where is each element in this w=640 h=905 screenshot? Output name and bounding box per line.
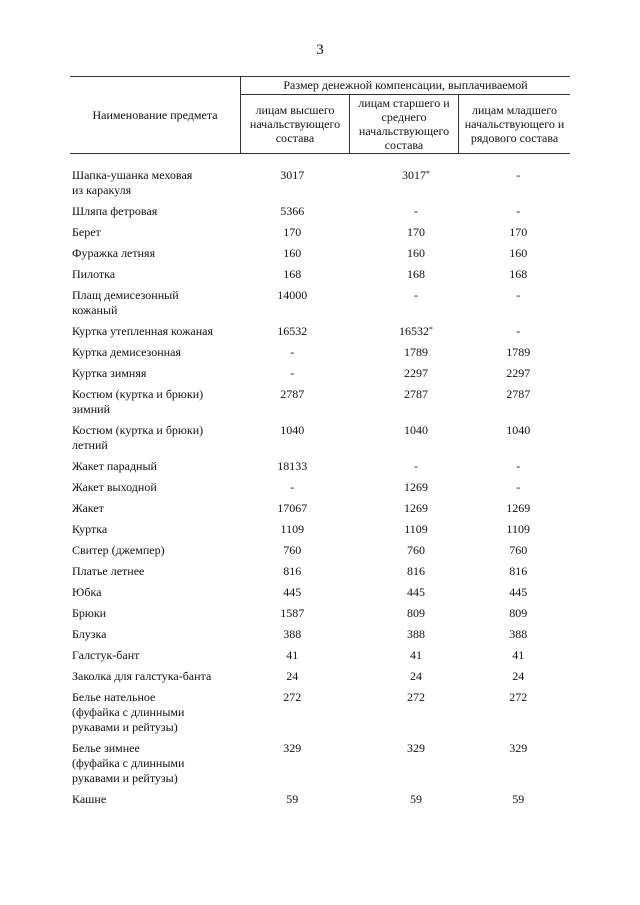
value-v3: 24 — [512, 669, 525, 683]
value-v3: 2787 — [506, 387, 531, 401]
table-row — [70, 543, 570, 558]
table-row — [70, 387, 570, 417]
table-row — [70, 246, 570, 261]
item-name: Заколка для галстука-банта — [72, 669, 212, 683]
item-name: Шапка-ушанка меховая из каракуля — [72, 168, 193, 197]
value-v3: - — [516, 324, 521, 338]
table-row — [70, 564, 570, 579]
header-junior-rank: лицам младшего начальствующего и рядового состава — [464, 103, 565, 145]
footnote-mark: * — [429, 325, 434, 334]
value-v2: 16532* — [399, 324, 434, 338]
item-name: Белье нательное (фуфайка с длинными рукавами и рейтузы) — [72, 690, 185, 734]
table-row — [70, 480, 570, 495]
value-v1: 1109 — [280, 522, 305, 536]
value-v1: 168 — [283, 267, 302, 281]
value-v3: 160 — [509, 246, 528, 260]
item-name: Юбка — [72, 585, 102, 599]
value-v1: 41 — [286, 648, 299, 662]
value-v1: - — [290, 366, 295, 380]
item-name: Плащ демисезонный кожаный — [72, 288, 179, 317]
table-row — [70, 288, 570, 318]
value-v1: 17067 — [277, 501, 308, 515]
value-v2: 329 — [407, 741, 426, 755]
value-v1: 272 — [283, 690, 302, 704]
value-v3: 760 — [509, 543, 528, 557]
table-row — [70, 501, 570, 516]
value-v2: 760 — [407, 543, 426, 557]
value-v2: 1269 — [404, 480, 429, 494]
table-row — [70, 741, 570, 786]
table-row — [70, 522, 570, 537]
item-name: Куртка демисезонная — [72, 345, 181, 359]
header-senior-command: лицам высшего начальствующего состава — [241, 95, 350, 153]
value-v2: - — [414, 204, 419, 218]
table-row — [70, 366, 570, 381]
value-v3: - — [516, 204, 521, 218]
value-v1: 445 — [283, 585, 302, 599]
header-middle-command: лицам старшего и среднего начальствующего состава — [350, 95, 459, 153]
value-v2: 445 — [407, 585, 426, 599]
value-v2: 1269 — [404, 501, 429, 515]
item-name: Платье летнее — [72, 564, 145, 578]
value-v2: 1109 — [404, 522, 428, 536]
value-v1: 760 — [283, 543, 302, 557]
table-row — [70, 648, 570, 663]
value-v3: - — [516, 168, 521, 182]
value-v2: - — [414, 459, 419, 473]
item-name: Жакет — [72, 501, 104, 515]
value-v3: 59 — [512, 792, 525, 806]
value-v3: 41 — [512, 648, 525, 662]
value-v1: 18133 — [277, 459, 308, 473]
item-name: Фуражка летняя — [72, 246, 156, 260]
table-row — [70, 792, 570, 807]
value-v1: 160 — [283, 246, 302, 260]
table-row — [70, 204, 570, 219]
item-name: Костюм (куртка и брюки) летний — [72, 423, 204, 452]
item-name: Шляпа фетровая — [72, 204, 158, 218]
value-v1: 5366 — [280, 204, 305, 218]
value-v3: 445 — [509, 585, 528, 599]
value-v3: 1269 — [506, 501, 531, 515]
value-v1: 2787 — [280, 387, 305, 401]
item-name: Пилотка — [72, 267, 116, 281]
table-row — [70, 423, 570, 453]
value-v3: - — [516, 288, 521, 302]
value-v3: 168 — [509, 267, 528, 281]
value-v2: 816 — [407, 564, 426, 578]
table-row — [70, 627, 570, 642]
value-v3: 1040 — [506, 423, 531, 437]
item-name: Куртка утепленная кожаная — [72, 324, 213, 338]
value-v2: 809 — [407, 606, 426, 620]
value-v2: 1789 — [404, 345, 429, 359]
value-v1: 3017 — [280, 168, 305, 182]
value-v3: 1109 — [506, 522, 530, 536]
item-name: Берет — [72, 225, 101, 239]
table-row — [70, 459, 570, 474]
table-row — [70, 585, 570, 600]
table-row — [70, 669, 570, 684]
value-v2: - — [414, 288, 419, 302]
value-v3: 809 — [509, 606, 528, 620]
value-v3: 272 — [509, 690, 528, 704]
value-v1: 59 — [286, 792, 299, 806]
value-v1: 816 — [283, 564, 302, 578]
table-row — [70, 168, 570, 198]
value-v2: 3017* — [402, 168, 431, 182]
table-row — [70, 690, 570, 735]
table-row — [70, 324, 570, 339]
value-v2: 170 — [407, 225, 426, 239]
value-v1: 170 — [283, 225, 302, 239]
value-v3: 170 — [509, 225, 528, 239]
value-v3: 388 — [509, 627, 528, 641]
value-v1: 24 — [286, 669, 299, 683]
table-header — [70, 76, 570, 154]
item-name: Куртка зимняя — [72, 366, 147, 380]
value-v2: 388 — [407, 627, 426, 641]
value-v3: 2297 — [506, 366, 531, 380]
value-v2: 272 — [407, 690, 426, 704]
value-v2: 2297 — [404, 366, 429, 380]
value-v2: 24 — [410, 669, 423, 683]
value-v3: 1789 — [506, 345, 531, 359]
value-v3: - — [516, 459, 521, 473]
value-v1: - — [290, 480, 295, 494]
header-item-name: Наименование предмета — [70, 77, 241, 153]
footnote-mark: * — [426, 169, 431, 178]
value-v2: 59 — [410, 792, 423, 806]
value-v1: 329 — [283, 741, 302, 755]
table-row — [70, 345, 570, 360]
header-compensation-group: Размер денежной компенсации, выплачиваемой — [241, 77, 570, 95]
value-v2: 160 — [407, 246, 426, 260]
value-v2: 168 — [407, 267, 426, 281]
item-name: Костюм (куртка и брюки) зимний — [72, 387, 204, 416]
value-v2: 41 — [410, 648, 423, 662]
item-name: Кашне — [72, 792, 107, 806]
value-v1: 388 — [283, 627, 302, 641]
item-name: Жакет выходной — [72, 480, 157, 494]
table-row — [70, 267, 570, 282]
value-v3: 329 — [509, 741, 528, 755]
value-v3: 816 — [509, 564, 528, 578]
value-v1: 14000 — [277, 288, 308, 302]
value-v3: - — [516, 480, 521, 494]
table-row — [70, 606, 570, 621]
item-name: Куртка — [72, 522, 108, 536]
value-v1: 1040 — [280, 423, 305, 437]
table-body — [70, 168, 570, 813]
value-v2: 2787 — [404, 387, 429, 401]
item-name: Блузка — [72, 627, 107, 641]
item-name: Брюки — [72, 606, 107, 620]
item-name: Белье зимнее (фуфайка с длинными рукавами и рейтузы) — [72, 741, 185, 785]
value-v1: 16532 — [277, 324, 308, 338]
item-name: Галстук-бант — [72, 648, 140, 662]
value-v1: 1587 — [280, 606, 305, 620]
page-number: 3 — [316, 42, 324, 58]
item-name: Жакет парадный — [72, 459, 157, 473]
table-row — [70, 225, 570, 240]
value-v1: - — [290, 345, 295, 359]
item-name: Свитер (джемпер) — [72, 543, 165, 557]
value-v2: 1040 — [404, 423, 429, 437]
